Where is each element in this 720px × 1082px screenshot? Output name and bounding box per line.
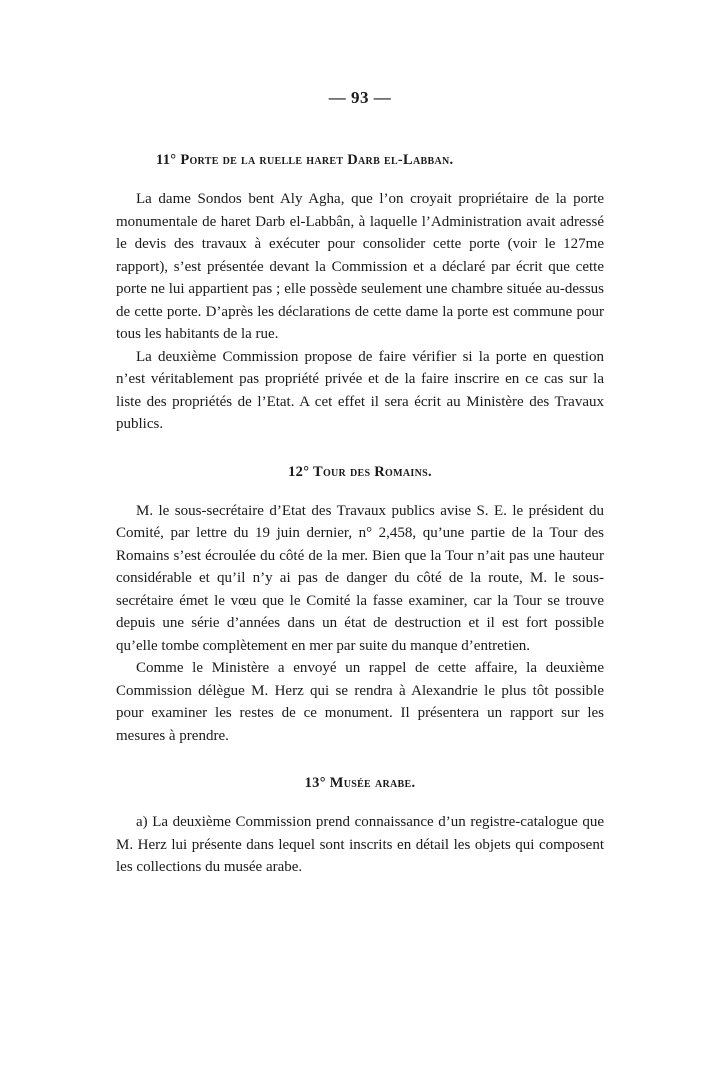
spacer [116, 436, 604, 460]
paragraph-12-2: Comme le Ministère a envoyé un rappel de cette affaire, la deuxième Commission délègue M. Herz qui se rendra à Alexandrie le plus tôt possible pour examiner les restes de ce monument. Il présentera un rapport sur les mesures à prendre. [116, 660, 604, 744]
page-number: — 93 — [328, 88, 392, 107]
section-title-11: 11° Porte de la ruelle haret Darb el-Labban. [156, 152, 454, 168]
section-title-13: 13° Musée arabe. [304, 775, 416, 791]
page-content [116, 148, 604, 879]
paragraph-11-2: La deuxième Commission propose de faire vérifier si la porte en question n’est véritablement pas propriété privée et de la faire inscrire en ce cas sur la liste des propriétés de l’Etat. A cet effet il sera écrit au Ministère des Travaux publics. [116, 348, 604, 432]
section-title-12: 12° Tour des Romains. [288, 463, 432, 480]
paragraph-13-1: a) La deuxième Commission prend connaissance d’un registre-catalogue que M. Herz lui présente dans lequel sont inscrits en détail les objets qui composent les collections du musée arabe. [116, 814, 604, 875]
paragraph-12-1: M. le sous-secrétaire d’Etat des Travaux publics avise S. E. le président du Comité, par lettre du 19 juin dernier, n° 2,458, qu’une partie de la Tour des Romains s’est écroulée du côté de la mer. Bien que la Tour n’ait pas une hauteur considérable et qu’il n’y ai pas de danger du côté de la route, M. le sous-secrétaire émet le vœu que le Comité la fasse examiner, car la Tour se trouve depuis une série d’années dans un état de destruction et il est fort possible qu’elle tombe complètement en mer par suite du manque d’entretien. [116, 502, 604, 654]
paragraph-11-1: La dame Sondos bent Aly Agha, que l’on croyait propriétaire de la porte monumentale de haret Darb el-Labbân, à laquelle l’Administration avait adressé le devis des travaux à exécuter pour consolider cette porte (voir le 127me rapport), s’est présentée devant la Commission et a déclaré par écrit que cette porte ne lui appartient pas ; elle possède seulement une chambre située au-dessus de cette porte. D’après les déclarations de cette dame la porte est commune pour tous les habitants de la rue. [116, 191, 604, 342]
spacer [116, 747, 604, 771]
